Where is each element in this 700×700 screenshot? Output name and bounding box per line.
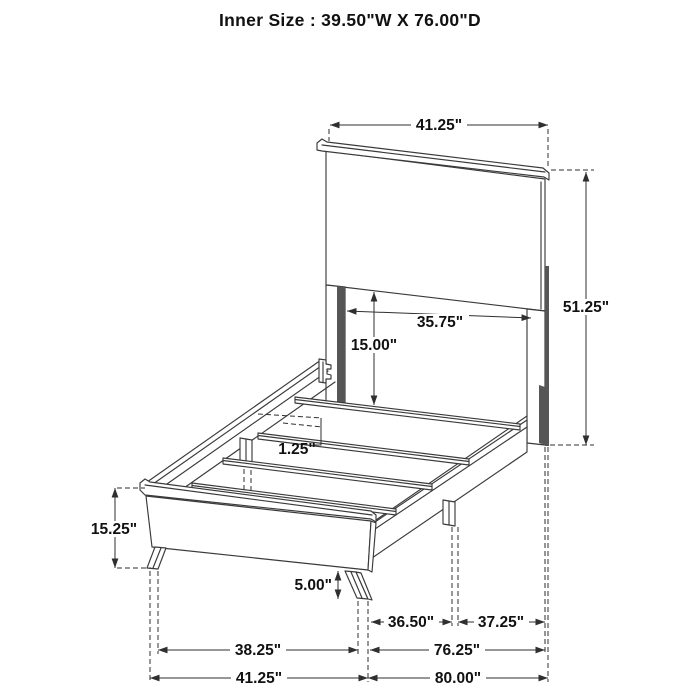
dim-headboard-width-label: 41.25" [415, 117, 463, 134]
dim-panel-to-slat [346, 292, 402, 405]
dim-center-to-rear-leg-label: 37.25" [477, 614, 525, 631]
dim-overall-depth [368, 670, 548, 687]
dim-center-to-rear-leg [458, 614, 545, 631]
page-title: Inner Size : 39.50"W X 76.00"D [219, 10, 481, 30]
dim-headboard-inner-width [347, 311, 531, 331]
dim-footboard-leg-span-label: 38.25" [234, 642, 282, 659]
dim-inner-leg-depth [370, 642, 545, 659]
dim-leg-height-label: 5.00" [294, 577, 332, 594]
dim-headboard-height-label: 51.25" [562, 299, 610, 316]
dim-headboard-inner-width-label: 35.75" [416, 314, 464, 331]
right-side-rail [372, 416, 527, 558]
dim-headboard-height [550, 172, 614, 445]
dim-footboard-width [150, 670, 368, 687]
dim-panel-to-slat-label: 15.00" [350, 337, 398, 354]
dim-footboard-leg-span [158, 642, 358, 659]
dim-leg-height [294, 571, 338, 599]
dim-overall-depth-label: 80.00" [434, 670, 482, 687]
dim-front-to-center-leg [371, 614, 452, 631]
dim-front-to-center-leg-label: 36.50" [387, 614, 435, 631]
dim-slat-offset-label: 1.25" [278, 441, 316, 458]
dim-footboard-width-label: 41.25" [235, 670, 283, 687]
headboard [317, 139, 549, 446]
footboard [140, 479, 376, 600]
dim-footboard-height [86, 488, 151, 568]
dim-inner-leg-depth-label: 76.25" [433, 642, 481, 659]
dim-footboard-height-label: 15.25" [90, 521, 138, 538]
